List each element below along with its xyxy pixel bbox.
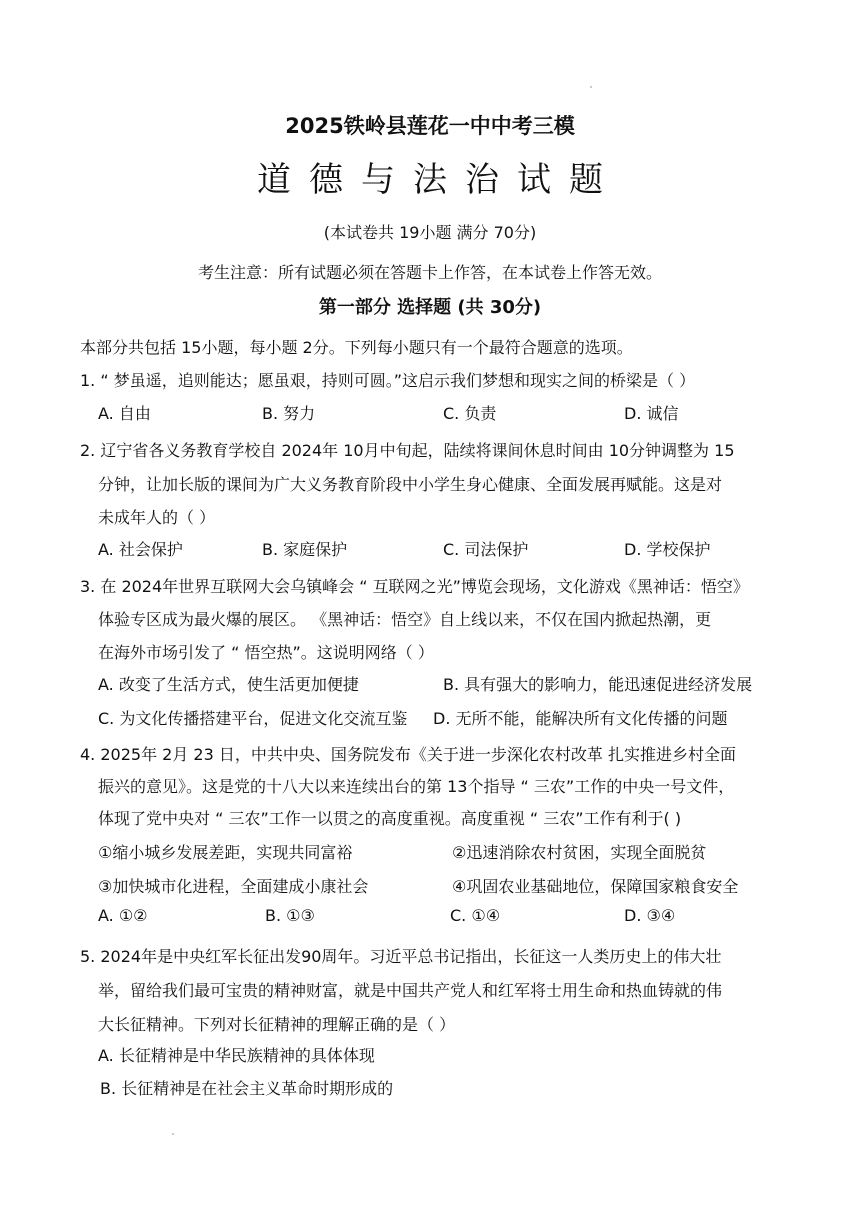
option-a: A. 长征精神是中华民族精神的具体体现: [98, 1046, 375, 1065]
option-a: A. 自由: [98, 404, 151, 423]
question-stem-line: 振兴的意见》。这是党的十八大以来连续出台的第 13个指导 “ 三农”工作的中央一号文件，: [98, 777, 735, 796]
option-c: C. ①④: [450, 906, 501, 925]
subject-title: 道德与法治试题: [257, 160, 621, 200]
option-a: A. ①②: [98, 906, 148, 925]
statement-1: ①缩小城乡发展差距，实现共同富裕: [98, 843, 353, 862]
question-stem-line: 体现了党中央对 “ 三农”工作一以贯之的高度重视。高度重视 “ 三农”工作有利于( ): [98, 809, 682, 828]
question-stem-line: 2. 辽宁省各义务教育学校自 2024年 10月中旬起，陆续将课间休息时间由 10分钟调整为 15: [80, 441, 735, 460]
option-b: B. 家庭保护: [262, 540, 348, 559]
scan-speck-top: [590, 86, 592, 88]
question-stem-line: 在海外市场引发了 “ 悟空热”。这说明网络（ ）: [98, 643, 434, 662]
exam-meta: (本试卷共 19小题 满分 70分): [323, 223, 537, 242]
question-stem-line: 3. 在 2024年世界互联网大会乌镇峰会 “ 互联网之光”博览会现场，文化游戏《黑神话：悟空》: [80, 577, 749, 596]
section-title: 第一部分 选择题 (共 30分): [318, 297, 542, 318]
statement-4: ④巩固农业基础地位，保障国家粮食安全: [452, 877, 739, 896]
question-stem-line: 分钟，让加长版的课间为广大义务教育阶段中小学生身心健康、全面发展再赋能。这是对: [98, 475, 723, 494]
option-b: B. 努力: [262, 404, 316, 423]
scan-speck-bottom: [172, 1133, 174, 1135]
option-c: C. 司法保护: [443, 540, 529, 559]
school-exam-line: 2025铁岭县莲花一中中考三模: [285, 114, 575, 138]
question-stem-line: 5. 2024年是中央红军长征出发90周年。习近平总书记指出，长征这一人类历史上的伟大壮: [80, 947, 722, 966]
question-stem-line: 大长征精神。下列对长征精神的理解正确的是（ ）: [98, 1015, 456, 1034]
option-b: B. ①③: [265, 906, 315, 925]
option-d: D. ③④: [624, 906, 676, 925]
option-d: D. 学校保护: [624, 540, 711, 559]
question-stem-line: 举，留给我们最可宝贵的精神财富，就是中国共产党人和红军将士用生命和热血铸就的伟: [98, 981, 723, 1000]
question-stem-line: 未成年人的（ ）: [98, 508, 216, 527]
statement-3: ③加快城市化进程，全面建成小康社会: [98, 877, 369, 896]
option-c: C. 为文化传播搭建平台，促进文化交流互鉴: [98, 709, 408, 728]
question-stem-line: 1. “ 梦虽遥，追则能达；愿虽艰，持则可圆。”这启示我们梦想和现实之间的桥梁是（ ）: [80, 371, 696, 390]
option-d: D. 无所不能，能解决所有文化传播的问题: [433, 709, 728, 728]
option-c: C. 负责: [443, 404, 497, 423]
candidate-notice: 考生注意：所有试题必须在答题卡上作答，在本试卷上作答无效。: [197, 263, 662, 282]
statement-2: ②迅速消除农村贫困，实现全面脱贫: [452, 843, 707, 862]
option-b: B. 具有强大的影响力，能迅速促进经济发展: [443, 675, 753, 694]
option-a: A. 改变了生活方式，使生活更加便捷: [98, 675, 359, 694]
question-stem-line: 4. 2025年 2月 23 日，中共中央、国务院发布《关于进一步深化农村改革 扎实推进乡村全面: [80, 745, 736, 764]
option-a: A. 社会保护: [98, 540, 183, 559]
question-stem-line: 体验专区成为最火爆的展区。 《黑神话：悟空》自上线以来，不仅在国内掀起热潮，更: [98, 610, 712, 629]
option-b: B. 长征精神是在社会主义革命时期形成的: [100, 1079, 394, 1098]
section-instructions: 本部分共包括 15小题，每小题 2分。下列每小题只有一个最符合题意的选项。: [80, 338, 633, 357]
option-d: D. 诚信: [624, 404, 679, 423]
